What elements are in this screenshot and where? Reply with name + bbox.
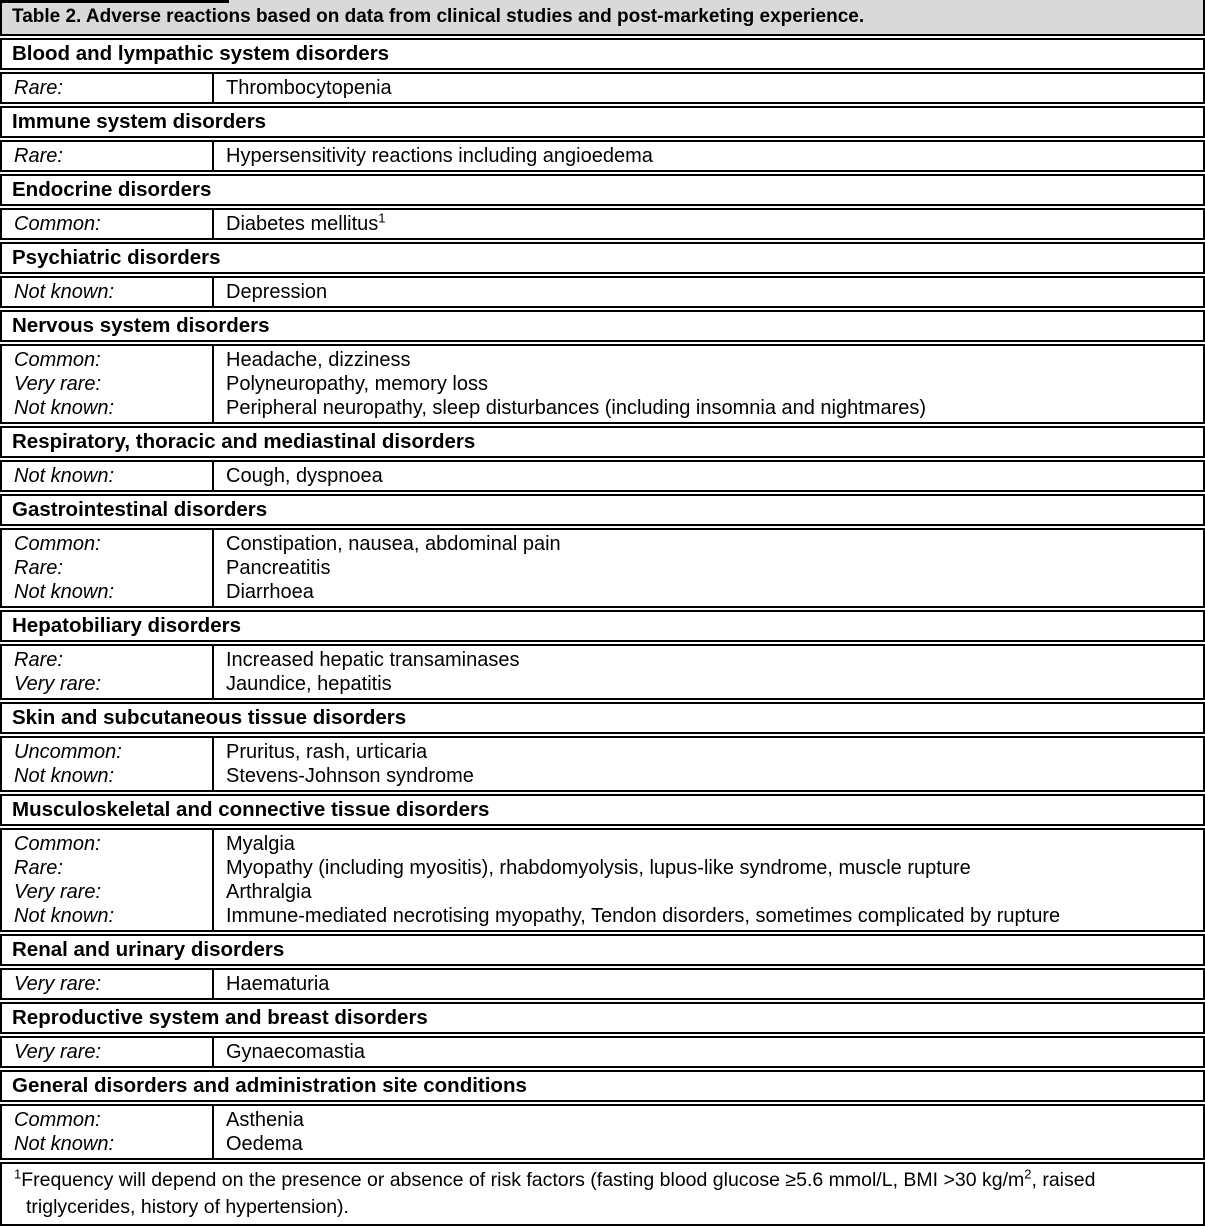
section-header-label: Skin and subcutaneous tissue disorders bbox=[12, 706, 407, 729]
reaction-text: Diabetes mellitus$^1$ bbox=[226, 210, 386, 235]
section-header-label: Gastrointestinal disorders bbox=[12, 498, 268, 521]
reaction-text: Constipation, nausea, abdominal pain bbox=[226, 533, 561, 555]
frequency-label: Rare: bbox=[14, 857, 63, 879]
frequency-label: Rare: bbox=[14, 649, 63, 671]
section-header-row bbox=[0, 310, 1205, 342]
frequency-cell bbox=[2, 210, 214, 238]
reaction-text: Oedema bbox=[226, 1133, 303, 1155]
reaction-text: Pancreatitis bbox=[226, 557, 331, 579]
frequency-label: Not known: bbox=[14, 581, 115, 603]
frequency-cell bbox=[2, 970, 214, 998]
section-entries-row bbox=[0, 644, 1205, 700]
section-header-row bbox=[0, 38, 1205, 70]
section-header-row bbox=[0, 242, 1205, 274]
reaction-text: Gynaecomastia bbox=[226, 1041, 365, 1063]
section-entries-row bbox=[0, 828, 1205, 932]
footnote-superscript: 2 bbox=[1024, 1166, 1032, 1182]
frequency-cell bbox=[2, 278, 214, 306]
reaction-cell bbox=[214, 1038, 1203, 1066]
frequency-label: Common: bbox=[14, 213, 101, 235]
section-header-row bbox=[0, 1002, 1205, 1034]
frequency-cell bbox=[2, 74, 214, 102]
reaction-cell bbox=[214, 462, 1203, 490]
reaction-text: Immune-mediated necrotising myopathy, Tendon disorders, sometimes complicated by rupture bbox=[226, 905, 1061, 927]
section-header-row bbox=[0, 1070, 1205, 1102]
frequency-cell bbox=[2, 830, 214, 930]
section-entries-row bbox=[0, 1104, 1205, 1160]
section-header-row bbox=[0, 702, 1205, 734]
section-header-label: Musculoskeletal and connective tissue disorders bbox=[12, 798, 490, 821]
frequency-label: Rare: bbox=[14, 77, 63, 99]
frequency-label: Common: bbox=[14, 533, 101, 555]
frequency-label: Very rare: bbox=[14, 881, 102, 903]
section-header-row bbox=[0, 174, 1205, 206]
reaction-cell bbox=[214, 74, 1203, 102]
reaction-text: Arthralgia bbox=[226, 881, 312, 903]
footnote-superscript: 1 bbox=[14, 1166, 22, 1182]
reaction-text: Thrombocytopenia bbox=[226, 77, 392, 99]
footnote-text: $^1$Frequency will depend on the presence or absence of risk factors (fasting blood glucose ≥5.6 mmol/L, BMI >30 $kg/m^2$, raised triglycerides, history of hypertension). bbox=[14, 1166, 1096, 1218]
frequency-label: Not known: bbox=[14, 465, 115, 487]
frequency-cell bbox=[2, 1106, 214, 1158]
section-header-label: Respiratory, thoracic and mediastinal disorders bbox=[12, 430, 476, 453]
section-header-label: Nervous system disorders bbox=[12, 314, 270, 337]
reaction-text: Peripheral neuropathy, sleep disturbances (including insomnia and nightmares) bbox=[226, 397, 927, 419]
reaction-text: Jaundice, hepatitis bbox=[226, 673, 392, 695]
section-header-label: Reproductive system and breast disorders bbox=[12, 1006, 428, 1029]
reaction-text: Cough, dyspnoea bbox=[226, 465, 383, 487]
section-entries-row bbox=[0, 1036, 1205, 1068]
frequency-label: Very rare: bbox=[14, 973, 102, 995]
frequency-label: Uncommon: bbox=[14, 741, 122, 763]
section-header-row bbox=[0, 934, 1205, 966]
frequency-cell bbox=[2, 346, 214, 422]
frequency-label: Not known: bbox=[14, 281, 115, 303]
frequency-label: Very rare: bbox=[14, 673, 102, 695]
section-entries-row bbox=[0, 208, 1205, 240]
section-entries-row bbox=[0, 140, 1205, 172]
frequency-cell bbox=[2, 462, 214, 490]
frequency-label: Not known: bbox=[14, 765, 115, 787]
section-header-label: Hepatobiliary disorders bbox=[12, 614, 241, 637]
section-entries-row bbox=[0, 344, 1205, 424]
reaction-text: Polyneuropathy, memory loss bbox=[226, 373, 488, 395]
reaction-text: Asthenia bbox=[226, 1109, 304, 1131]
section-entries-row bbox=[0, 736, 1205, 792]
reaction-cell bbox=[214, 530, 1203, 606]
reaction-text: Headache, dizziness bbox=[226, 349, 411, 371]
frequency-label: Very rare: bbox=[14, 1041, 102, 1063]
section-entries-row bbox=[0, 460, 1205, 492]
frequency-label: Very rare: bbox=[14, 373, 102, 395]
section-header-row bbox=[0, 610, 1205, 642]
reaction-text: Myopathy (including myositis), rhabdomyolysis, lupus-like syndrome, muscle rupture bbox=[226, 857, 971, 879]
reaction-text: Myalgia bbox=[226, 833, 295, 855]
section-header-row bbox=[0, 494, 1205, 526]
frequency-label: Rare: bbox=[14, 145, 63, 167]
frequency-cell bbox=[2, 646, 214, 698]
frequency-label: Not known: bbox=[14, 905, 115, 927]
frequency-label: Rare: bbox=[14, 557, 63, 579]
section-entries-row bbox=[0, 276, 1205, 308]
reaction-text: Haematuria bbox=[226, 973, 330, 995]
reaction-cell bbox=[214, 142, 1203, 170]
footnote-marker: 1 bbox=[378, 210, 386, 226]
reaction-cell bbox=[214, 830, 1203, 930]
frequency-label: Common: bbox=[14, 833, 101, 855]
section-header-label: General disorders and administration site conditions bbox=[12, 1074, 527, 1097]
section-header-row bbox=[0, 106, 1205, 138]
reaction-text: Pruritus, rash, urticaria bbox=[226, 741, 428, 763]
cropped-border-artifact bbox=[0, 0, 229, 3]
reaction-cell bbox=[214, 1106, 1203, 1158]
section-entries-row bbox=[0, 968, 1205, 1000]
reaction-text: Stevens-Johnson syndrome bbox=[226, 765, 474, 787]
frequency-cell bbox=[2, 738, 214, 790]
reaction-cell bbox=[214, 278, 1203, 306]
reaction-text: Hypersensitivity reactions including angioedema bbox=[226, 145, 653, 167]
reaction-text: Depression bbox=[226, 281, 328, 303]
frequency-label: Not known: bbox=[14, 397, 115, 419]
table-title: Table 2. Adverse reactions based on data from clinical studies and post-marketing experience. bbox=[12, 6, 865, 27]
reaction-cell bbox=[214, 970, 1203, 998]
table-body bbox=[0, 38, 1205, 1160]
reaction-text: Increased hepatic transaminases bbox=[226, 649, 520, 671]
frequency-label: Not known: bbox=[14, 1133, 115, 1155]
frequency-cell bbox=[2, 530, 214, 606]
section-header-label: Endocrine disorders bbox=[12, 178, 212, 201]
reaction-cell bbox=[214, 738, 1203, 790]
frequency-cell bbox=[2, 142, 214, 170]
frequency-cell bbox=[2, 1038, 214, 1066]
section-header-label: Psychiatric disorders bbox=[12, 246, 221, 269]
section-header-row bbox=[0, 794, 1205, 826]
section-entries-row bbox=[0, 72, 1205, 104]
reaction-cell bbox=[214, 346, 1203, 422]
reaction-cell bbox=[214, 210, 1203, 238]
table-footnote-row bbox=[0, 1162, 1205, 1226]
frequency-label: Common: bbox=[14, 1109, 101, 1131]
reaction-cell bbox=[214, 646, 1203, 698]
frequency-label: Common: bbox=[14, 349, 101, 371]
table-title-row bbox=[0, 0, 1205, 36]
section-header-label: Immune system disorders bbox=[12, 110, 267, 133]
reaction-text: Diarrhoea bbox=[226, 581, 314, 603]
section-header-row bbox=[0, 426, 1205, 458]
section-header-label: Renal and urinary disorders bbox=[12, 938, 285, 961]
section-header-label: Blood and lympathic system disorders bbox=[12, 42, 390, 65]
section-entries-row bbox=[0, 528, 1205, 608]
